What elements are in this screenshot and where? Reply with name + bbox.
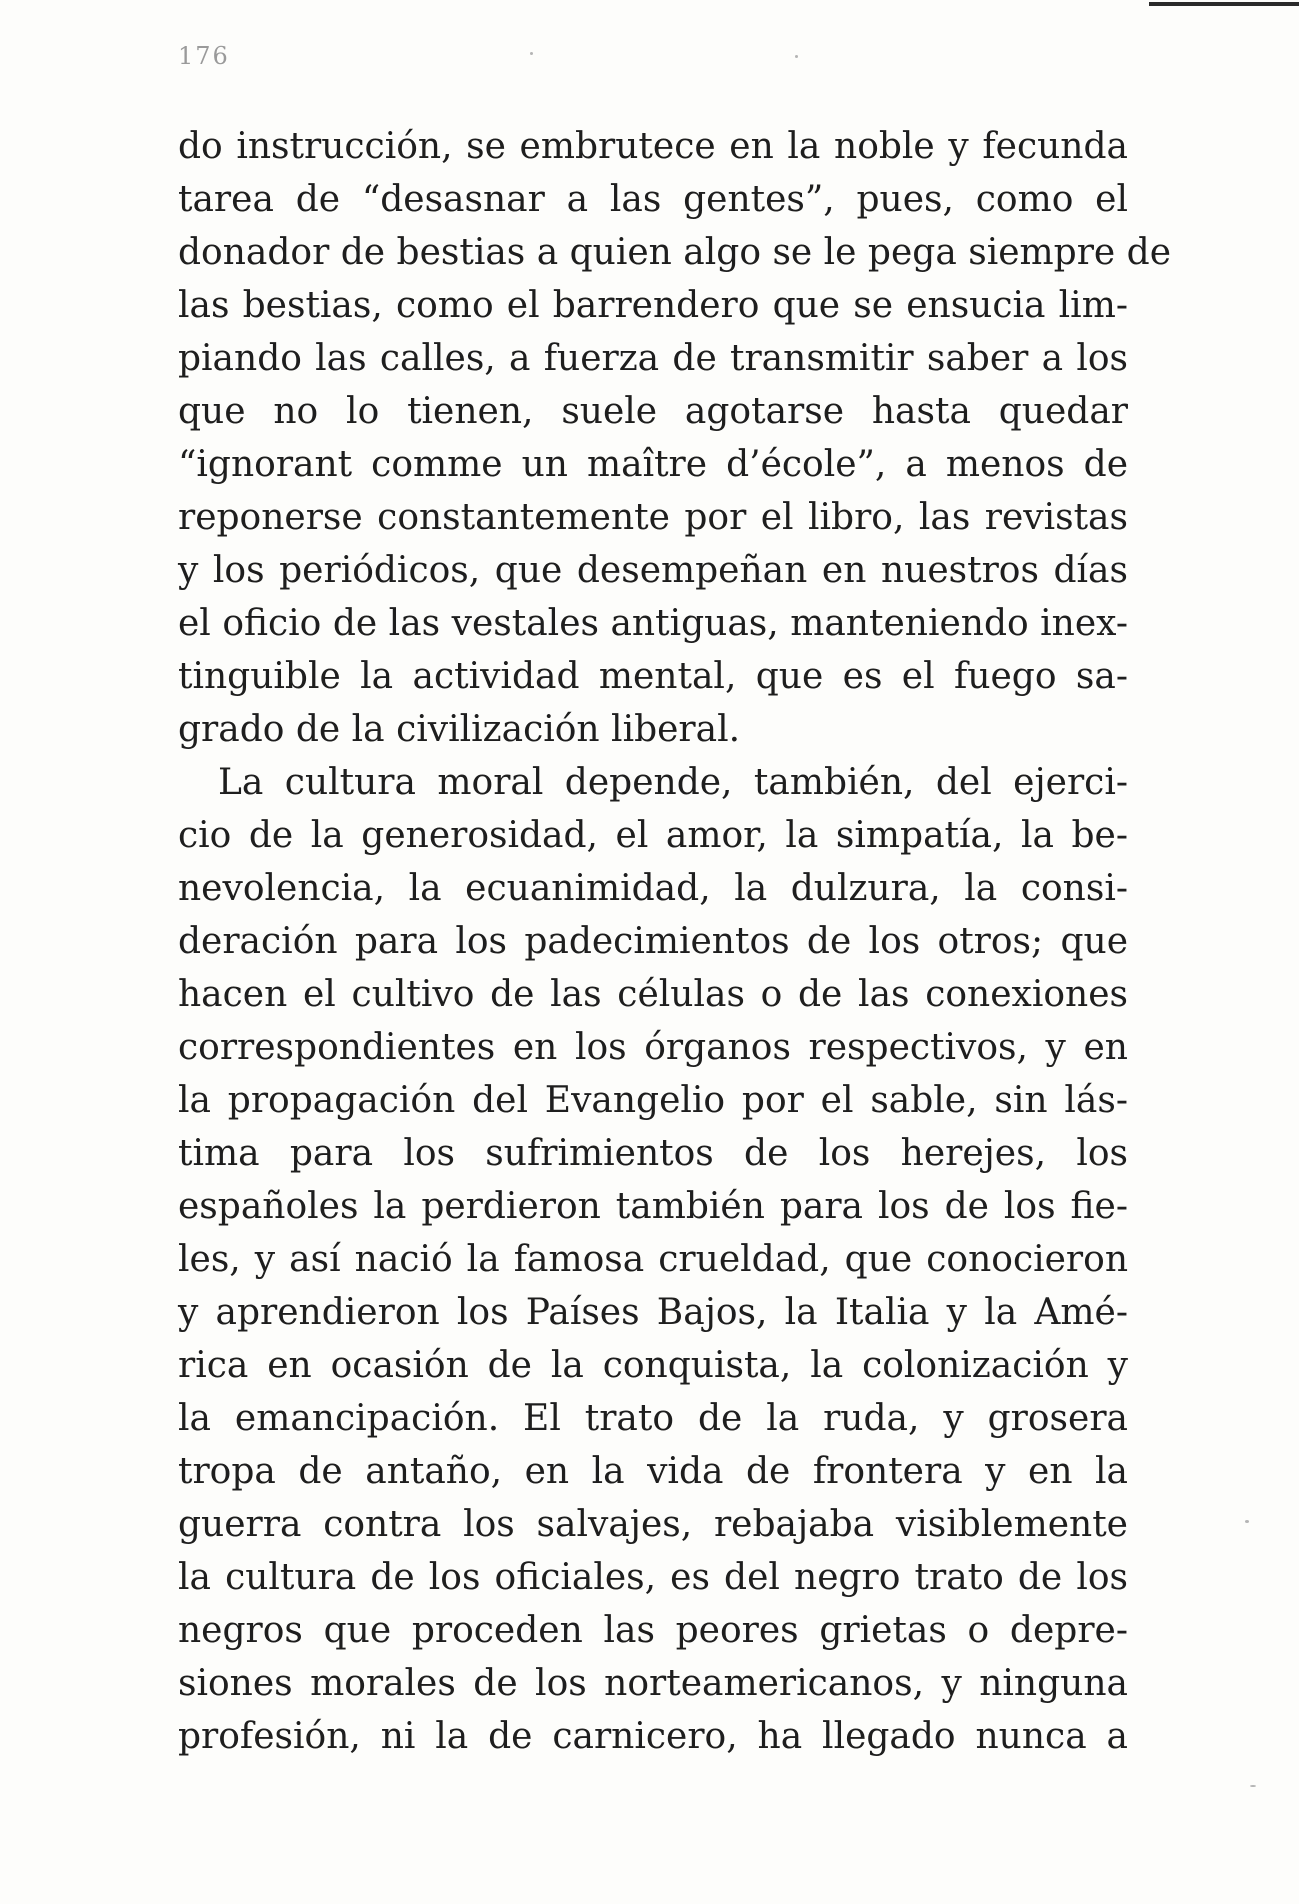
text-line: correspondientes en los órganos respectivos, y en	[178, 1027, 1128, 1068]
scan-speck	[1245, 1520, 1249, 1523]
body-text	[178, 120, 1172, 1763]
text-line: tima para los sufrimientos de los herejes, los	[178, 1133, 1128, 1174]
text-line: tropa de antaño, en la vida de frontera y en la	[178, 1451, 1128, 1492]
text-line: cio de la generosidad, el amor, la simpatía, la be-	[178, 815, 1128, 856]
text-line: guerra contra los salvajes, rebajaba visiblemente	[178, 1504, 1128, 1545]
text-line: españoles la perdieron también para los de los fie-	[178, 1186, 1128, 1227]
text-line: las bestias, como el barrendero que se ensucia lim-	[178, 285, 1128, 326]
scan-edge-rule	[1149, 2, 1299, 6]
text-line: hacen el cultivo de las células o de las conexiones	[178, 974, 1128, 1015]
text-line-paragraph-end: grado de la civilización liberal.	[178, 709, 741, 750]
text-line: reponerse constantemente por el libro, las revistas	[178, 497, 1128, 538]
text-line: y los periódicos, que desempeñan en nuestros días	[178, 550, 1128, 591]
page-number: 176	[178, 42, 230, 70]
text-line: la cultura de los oficiales, es del negro trato de los	[178, 1557, 1128, 1598]
text-line: la propagación del Evangelio por el sable, sin lás-	[178, 1080, 1128, 1121]
text-line: la emancipación. El trato de la ruda, y grosera	[178, 1398, 1128, 1439]
text-line: “ignorant comme un maître d’école”, a menos de	[178, 444, 1128, 485]
text-line: donador de bestias a quien algo se le pega siempre de	[178, 232, 1172, 273]
text-line: tinguible la actividad mental, que es el fuego sa-	[178, 656, 1128, 697]
text-line-paragraph-start: La cultura moral depende, también, del ejerci-	[218, 762, 1128, 803]
text-line: profesión, ni la de carnicero, ha llegado nunca a	[178, 1716, 1128, 1757]
text-line: el oficio de las vestales antiguas, manteniendo inex-	[178, 603, 1128, 644]
scan-speck	[530, 52, 533, 55]
text-line: tarea de “desasnar a las gentes”, pues, como el	[178, 179, 1128, 220]
text-line: que no lo tienen, suele agotarse hasta quedar	[178, 391, 1128, 432]
text-line: do instrucción, se embrutece en la noble y fecunda	[178, 126, 1128, 167]
text-line: nevolencia, la ecuanimidad, la dulzura, la consi-	[178, 868, 1128, 909]
text-line: deración para los padecimientos de los otros; que	[178, 921, 1128, 962]
text-line: piando las calles, a fuerza de transmitir saber a los	[178, 338, 1128, 379]
text-line: siones morales de los norteamericanos, y ninguna	[178, 1663, 1128, 1704]
scan-speck	[1250, 1785, 1256, 1787]
text-line: negros que proceden las peores grietas o depre-	[178, 1610, 1128, 1651]
text-line: y aprendieron los Países Bajos, la Italia y la Amé-	[178, 1292, 1128, 1333]
scan-speck	[795, 55, 798, 58]
text-line: rica en ocasión de la conquista, la colonización y	[178, 1345, 1128, 1386]
text-line: les, y así nació la famosa crueldad, que conocieron	[178, 1239, 1128, 1280]
